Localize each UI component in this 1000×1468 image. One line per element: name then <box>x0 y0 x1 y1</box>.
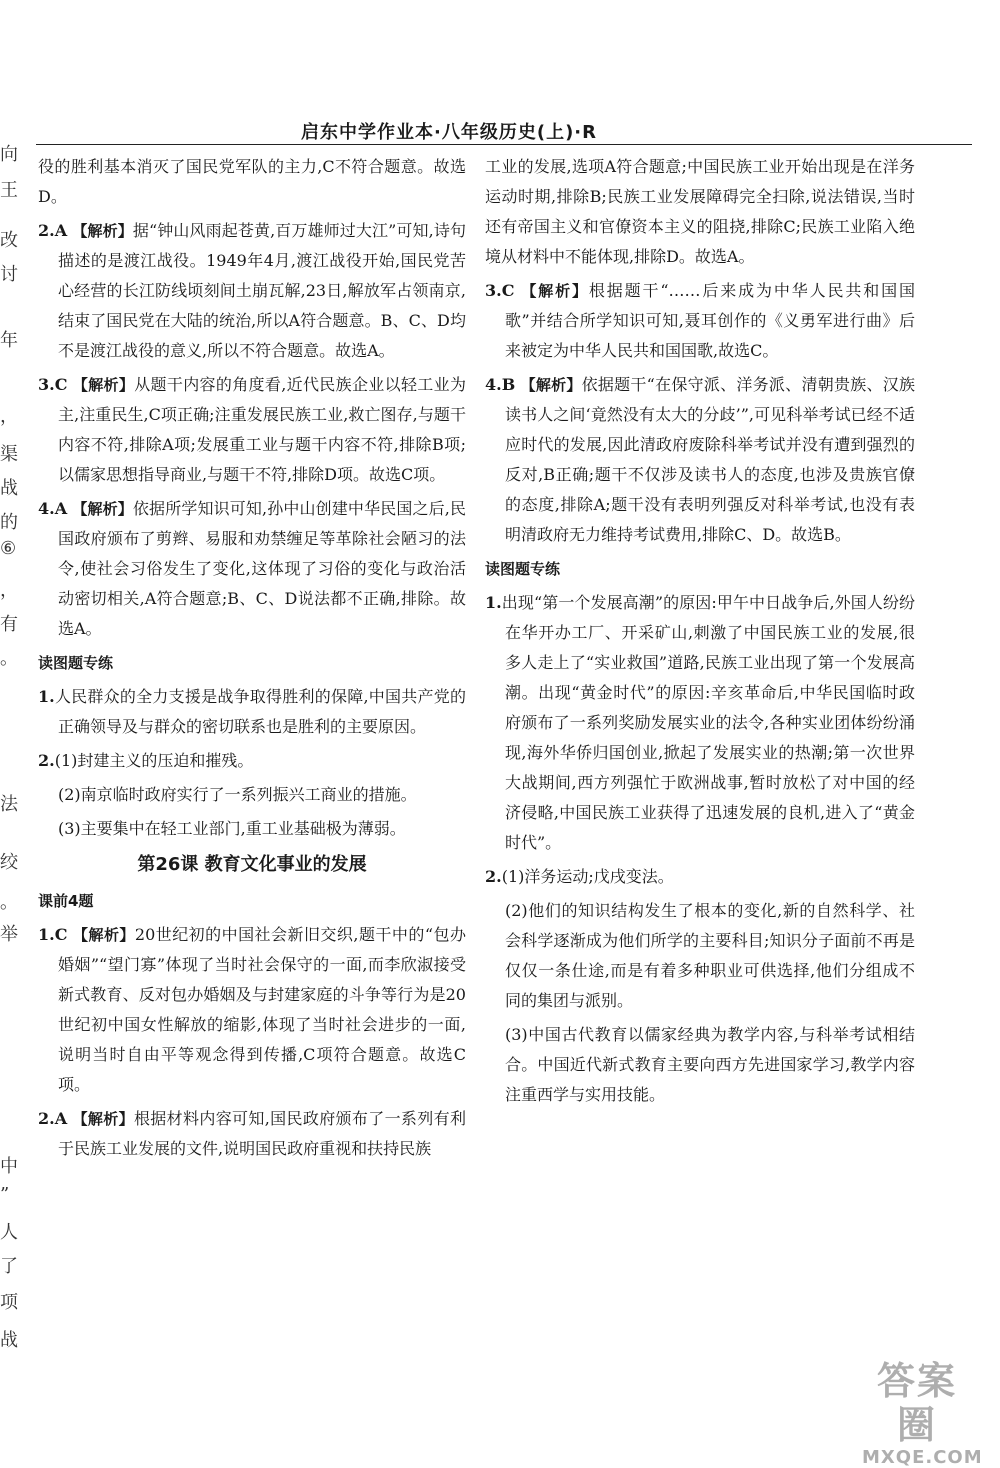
answer-number: 2.A <box>38 1109 68 1128</box>
answer-item <box>38 746 466 776</box>
watermark-logo <box>862 1358 983 1468</box>
edge-char: ， <box>0 406 18 427</box>
answer-number: 2. <box>485 867 502 886</box>
answer-number: 1.C <box>38 925 68 944</box>
answer-number: 2.A <box>38 221 68 240</box>
answer-text: 依据所学知识可知,孙中山创建中华民国之后,民国政府颁布了剪辫、易服和劝禁缠足等革除社会陋习的法令,使社会习俗发生了变化,这体现了习俗的变化与政治活动密切相关,A符合题意;B、C、D说法都不正确,排除。故选A。 <box>58 499 466 638</box>
edge-char: 举 <box>0 924 18 945</box>
edge-char: 有 <box>0 614 18 635</box>
edge-char: 。 <box>0 648 18 669</box>
edge-char: 了 <box>0 1256 18 1277</box>
analysis-tag: 【解析】 <box>521 282 589 300</box>
answer-item <box>38 920 466 1100</box>
header-title: 启东中学作业本·八年级历史(上)·R <box>301 122 597 143</box>
answer-text: 人民群众的全力支援是战争取得胜利的保障,中国共产党的正确领导及与群众的密切联系也是胜利的主要原因。 <box>54 687 466 736</box>
answer-text: 据“钟山风雨起苍黄,百万雄师过大江”可知,诗句描述的是渡江战役。1949年4月,渡江战役开始,国民党苦心经营的长江防线顷刻间土崩瓦解,23日,解放军占领南京,结束了国民党在大陆的统治,所以A符合题意。B、C、D均不是渡江战役的意义,所以不符合题意。故选A。 <box>58 221 466 360</box>
answer-number: 4.A <box>38 499 68 518</box>
running-header <box>36 118 972 145</box>
analysis-tag: 【解析】 <box>72 376 135 394</box>
answer-number: 4.B <box>485 375 516 394</box>
answer-item <box>485 588 915 858</box>
answer-number: 2. <box>38 751 55 770</box>
answer-item <box>485 276 915 366</box>
answer-number: 3.C <box>485 281 515 300</box>
answer-item <box>38 682 466 742</box>
answer-number: 3.C <box>38 375 68 394</box>
edge-char: 。 <box>0 892 18 913</box>
continued-answer: 役的胜利基本消灭了国民党军队的主力,C不符合题意。故选D。 <box>38 157 466 206</box>
answer-text: 20世纪初的中国社会新旧交织,题干中的“包办婚姻”“望门寡”体现了当时社会保守的一面,而李欣淑接受新式教育、反对包办婚姻及与封建家庭的斗争等行为是20世纪初中国女性解放的缩影,体现了当时社会进步的一面,说明当时自由平等观念得到传播,C项符合题意。故选C项。 <box>58 925 466 1094</box>
edge-char: 人 <box>0 1222 18 1243</box>
answer-item <box>38 1104 466 1164</box>
answer-item <box>485 862 915 892</box>
answer-text: 从题干内容的角度看,近代民族企业以轻工业为主,注重民生,C项正确;注重发展民族工业,救亡图存,与题干内容不符,排除A项;发展重工业与题干内容不符,排除B项;以儒家思想指导商业,与题干不符,排除D项。故选C项。 <box>58 375 466 484</box>
answer-text: 出现“第一个发展高潮”的原因:甲午中日战争后,外国人纷纷在华开办工厂、开采矿山,刺激了中国民族工业的发展,很多人走上了“实业救国”道路,民族工业出现了第一个发展高潮。出现“黄金时代”的原因:辛亥革命后,中华民国临时政府颁布了一系列奖励发展实业的法令,各种实业团体纷纷涌现,海外华侨归国创业,掀起了发展实业的热潮;第一次世界大战期间,西方列强忙于欧洲战事,暂时放松了对中国的经济侵略,中国民族工业获得了迅速发展的良机,进入了“黄金时代”。 <box>501 593 915 852</box>
answer-text: 根据题干“……后来成为中华人民共和国国歌”并结合所学知识可知,聂耳创作的《义勇军进行曲》后来被定为中华人民共和国国歌,故选C。 <box>505 281 915 360</box>
answer-item <box>38 216 466 366</box>
analysis-tag: 【解析】 <box>520 376 582 394</box>
lesson-title: 第26课 教育文化事业的发展 <box>137 854 367 875</box>
answer-subitem: (3)主要集中在轻工业部门,重工业基础极为薄弱。 <box>58 819 406 838</box>
edge-char: 法 <box>0 794 18 815</box>
edge-char: 向 <box>0 144 18 165</box>
answer-number: 1. <box>485 593 502 612</box>
section-heading: 课前4题 <box>38 892 94 910</box>
edge-char: 战 <box>0 478 18 499</box>
analysis-tag: 【解析】 <box>73 926 135 944</box>
edge-char: 讨 <box>0 264 18 285</box>
answer-text: 依据题干“在保守派、洋务派、清朝贵族、汉族读书人之间‘竟然没有太大的分歧’”,可见科举考试已经不适应时代的发展,因此清政府废除科举考试并没有遭到强烈的反对,B正确;题干不仅涉及读书人的态度,也涉及贵族官僚的态度,排除A;题干没有表明列强反对科举考试,也没有表明清政府无力维持考试费用,排除C、D。故选B。 <box>505 375 915 544</box>
answer-text: 根据材料内容可知,国民政府颁布了一系列有利于民族工业发展的文件,说明国民政府重视和扶持民族 <box>58 1109 466 1158</box>
section-heading: 读图题专练 <box>38 654 114 672</box>
section-heading: 读图题专练 <box>485 560 561 578</box>
continued-answer: 工业的发展,选项A符合题意;中国民族工业开始出现是在洋务运动时期,排除B;民族工业发展障碍完全扫除,说法错误,当时还有帝国主义和官僚资本主义的阻挠,排除C;民族工业陷入绝境从材料中不能体现,排除D。故选A。 <box>485 157 915 266</box>
edge-char: ， <box>0 580 18 601</box>
edge-char: 渠 <box>0 444 18 465</box>
edge-char: 改 <box>0 230 18 251</box>
analysis-tag: 【解析】 <box>72 1110 134 1128</box>
edge-char: 战 <box>0 1330 18 1351</box>
answer-subitem: (3)中国古代教育以儒家经典为教学内容,与科举考试相结合。中国近代新式教育主要向西方先进国家学习,教学内容注重西学与实用技能。 <box>505 1025 915 1104</box>
edge-char: 中 <box>0 1156 18 1177</box>
edge-char: ⑥ <box>0 538 17 559</box>
edge-char: 绞 <box>0 852 18 873</box>
answer-text: (1)封建主义的压迫和摧残。 <box>54 751 254 770</box>
watermark-url: MXQE.COM <box>862 1447 983 1468</box>
answer-item <box>38 370 466 490</box>
edge-char: 的 <box>0 512 18 533</box>
answer-subitem: (2)南京临时政府实行了一系列振兴工商业的措施。 <box>58 785 417 804</box>
edge-char: 项 <box>0 1292 18 1313</box>
right-column <box>485 152 915 1114</box>
answer-subitem: (2)他们的知识结构发生了根本的变化,新的自然科学、社会科学逐渐成为他们所学的主要科目;知识分子面前不再是仅仅一条仕途,而是有着多种职业可供选择,他们分组成不同的集团与派别。 <box>505 901 915 1010</box>
answer-item <box>485 370 915 550</box>
answer-item <box>38 494 466 644</box>
edge-char: 王 <box>0 180 18 201</box>
edge-char: ” <box>0 1184 10 1205</box>
answer-text: (1)洋务运动;戊戌变法。 <box>501 867 674 886</box>
left-column <box>38 152 466 1168</box>
analysis-tag: 【解析】 <box>72 222 133 240</box>
analysis-tag: 【解析】 <box>72 500 133 518</box>
edge-char: 年 <box>0 330 18 351</box>
watermark-text: 答案圈 <box>876 1358 957 1447</box>
answer-number: 1. <box>38 687 55 706</box>
